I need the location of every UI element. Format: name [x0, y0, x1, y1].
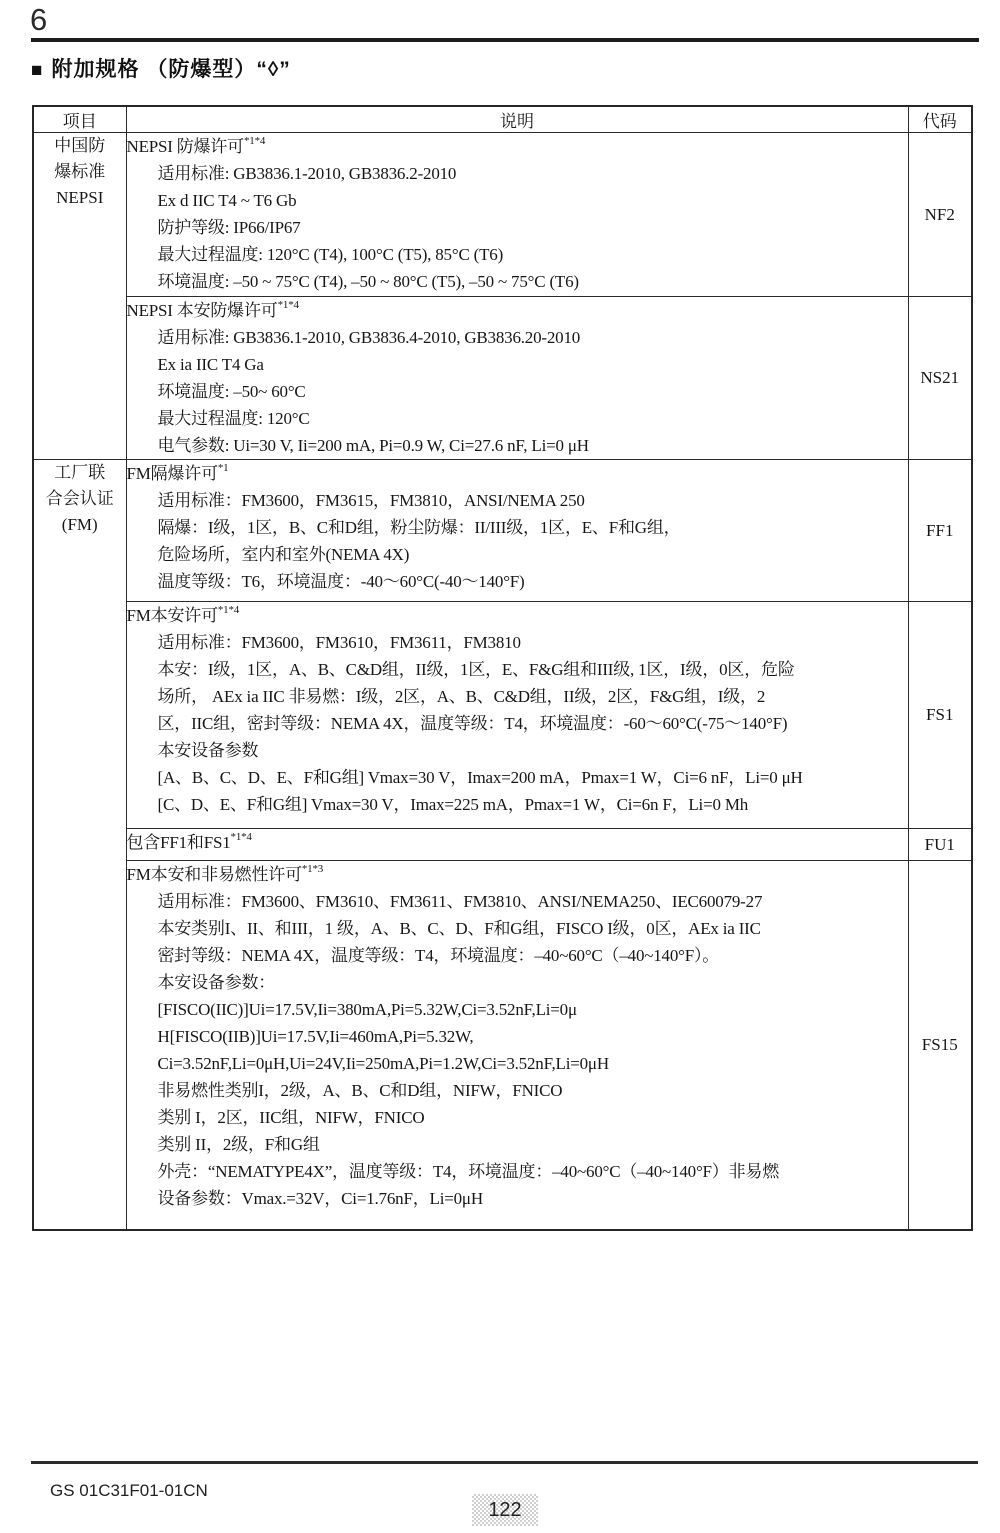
spec-line: Ci=3.52nF,Li=0μH,Ui=24V,Ii=250mA,Pi=1.2W,Ci=3.52nF,Li=0μH	[157, 1054, 609, 1073]
spec-line: 非易燃性类别I，2级，A、B、C和D组，NIFW，FNICO	[157, 1081, 563, 1100]
footnote-marker: *1*4	[217, 604, 240, 617]
spec-line: 环境温度: –50 ~ 75°C (T4), –50 ~ 80°C (T5), –50 ~ 75°C (T6)	[157, 272, 579, 291]
section-title	[31, 56, 291, 85]
item-label-line: (FM)	[61, 515, 98, 534]
col-header-item: 项目	[33, 106, 126, 133]
code-cell: FS1	[908, 602, 972, 829]
top-rule	[31, 38, 979, 42]
spec-line: 场所， AEx ia IIC 非易燃：I级，2区，A、B、C&D组，II级，2区，F&G组，I级，2	[157, 687, 766, 706]
spec-line: 防护等级: IP66/IP67	[157, 218, 301, 237]
spec-line: 温度等级：T6，环境温度：-40～60°C(-40～140°F)	[157, 572, 525, 591]
spec-line: 本安设备参数：	[157, 973, 276, 992]
footnote-marker: *1*3	[301, 863, 324, 876]
page-number-badge: 122	[472, 1494, 538, 1526]
spec-line: 本安设备参数	[157, 741, 259, 760]
table-row	[33, 602, 972, 829]
table-row	[33, 460, 972, 602]
spec-heading	[127, 829, 908, 856]
code-cell: NF2	[908, 133, 972, 297]
spec-line: [C、D、E、F和G组] Vmax=30 V，Imax=225 mA，Pmax=1 W，Ci=6n F，Li=0 Mh	[157, 795, 749, 814]
description-cell	[126, 297, 908, 460]
code-cell: FS15	[908, 861, 972, 1230]
item-label-line: NEPSI	[56, 188, 104, 207]
spec-line: 适用标准：FM3600、FM3610、FM3611、FM3810、ANSI/NEMA250、IEC60079-27	[157, 892, 763, 911]
footnote-marker: *1*4	[230, 831, 252, 844]
table-header-row	[33, 106, 972, 133]
spec-table	[32, 105, 973, 1231]
spec-line: 本安类别I、II、和III，1 级，A、B、C、D、F和G组，FISCO I级，0区，AEx ia IIC	[157, 919, 761, 938]
table-row	[33, 133, 972, 297]
footnote-marker: *1*4	[243, 135, 266, 148]
code-cell: NS21	[908, 297, 972, 460]
spec-heading	[127, 460, 908, 487]
spec-line: 类别 I，2区，IIC组，NIFW，FNICO	[157, 1108, 425, 1127]
spec-line: [FISCO(IIC)]Ui=17.5V,Ii=380mA,Pi=5.32W,Ci=3.52nF,Li=0μ	[157, 1000, 577, 1019]
section-marker-icon: ■	[31, 60, 44, 81]
spec-line: 区，IIC组，密封等级：NEMA 4X，温度等级：T4，环境温度：-60～60°C(-75～140°F)	[157, 714, 788, 733]
spec-heading-text: FM本安许可	[126, 606, 218, 625]
code-cell: FU1	[908, 829, 972, 861]
description-cell	[126, 829, 908, 861]
description-cell	[126, 602, 908, 829]
spec-line: 密封等级：NEMA 4X，温度等级：T4，环境温度：–40~60°C（–40~140°F）。	[157, 946, 720, 965]
section-title-text: 附加规格 （防爆型）“◊”	[51, 58, 291, 81]
item-group-label	[33, 460, 126, 1230]
footnote-marker: *1*4	[277, 299, 299, 312]
spec-heading	[127, 602, 908, 629]
document-number: GS 01C31F01-01CN	[50, 1481, 208, 1500]
chapter-number: 6	[30, 2, 48, 37]
item-group-label	[33, 133, 126, 460]
item-label-line: 爆标准	[54, 162, 106, 181]
spec-line: 电气参数: Ui=30 V, Ii=200 mA, Pi=0.9 W, Ci=27.6 nF, Li=0 μH	[157, 436, 589, 455]
table-row	[33, 829, 972, 861]
col-header-code: 代码	[908, 106, 972, 133]
spec-line: 设备参数：Vmax.=32V，Ci=1.76nF，Li=0μH	[157, 1189, 483, 1208]
table-row	[33, 297, 972, 460]
item-label-line: 合会认证	[45, 489, 114, 508]
spec-heading-text: FM本安和非易燃性许可	[126, 865, 302, 884]
spec-line: 本安：I级，1区，A、B、C&D组，II级，1区，E、F&G组和III级, 1区，I级，0区，危险	[157, 660, 795, 679]
table-row	[33, 861, 972, 1230]
spec-line: 最大过程温度: 120°C (T4), 100°C (T5), 85°C (T6)	[157, 245, 504, 264]
spec-heading	[127, 861, 908, 888]
spec-line: H[FISCO(IIB)]Ui=17.5V,Ii=460mA,Pi=5.32W,	[157, 1027, 474, 1046]
spec-heading-text: NEPSI 本安防爆许可	[126, 301, 278, 320]
spec-line: Ex ia IIC T4 Ga	[157, 355, 264, 374]
item-label-line: 工厂联	[54, 463, 106, 482]
col-header-desc: 说明	[126, 106, 908, 133]
code-cell: FF1	[908, 460, 972, 602]
spec-line: 最大过程温度: 120°C	[157, 409, 310, 428]
spec-line: 外壳：“NEMATYPE4X”，温度等级：T4，环境温度：–40~60°C（–40~140°F）非易燃	[157, 1162, 780, 1181]
spec-heading	[127, 297, 908, 324]
item-label-line: 中国防	[54, 136, 106, 155]
spec-line: 适用标准：FM3600，FM3615，FM3810，ANSI/NEMA 250	[157, 491, 585, 510]
description-cell	[126, 460, 908, 602]
description-cell	[126, 133, 908, 297]
footnote-marker: *1	[217, 462, 229, 475]
spec-heading-text: 包含FF1和FS1	[126, 833, 231, 852]
spec-heading-text: NEPSI 防爆许可	[126, 137, 244, 156]
spec-line: 隔爆：I级，1区，B、C和D组，粉尘防爆：II/III级，1区，E、F和G组，	[157, 518, 681, 537]
spec-line: 危险场所，室内和室外(NEMA 4X)	[157, 545, 410, 564]
spec-line: 环境温度: –50~ 60°C	[157, 382, 306, 401]
spec-heading-text: FM隔爆许可	[126, 464, 218, 483]
spec-heading	[127, 133, 908, 160]
footer-rule	[31, 1461, 978, 1464]
spec-line: Ex d IIC T4 ~ T6 Gb	[157, 191, 297, 210]
spec-line: [A、B、C、D、E、F和G组] Vmax=30 V，Imax=200 mA，Pmax=1 W，Ci=6 nF，Li=0 μH	[157, 768, 803, 787]
spec-line: 适用标准：FM3600，FM3610，FM3611，FM3810	[157, 633, 521, 652]
spec-line: 类别 II，2级，F和G组	[157, 1135, 320, 1154]
spec-line: 适用标准: GB3836.1-2010, GB3836.2-2010	[157, 164, 457, 183]
spec-line: 适用标准: GB3836.1-2010, GB3836.4-2010, GB3836.20-2010	[157, 328, 581, 347]
description-cell	[126, 861, 908, 1230]
